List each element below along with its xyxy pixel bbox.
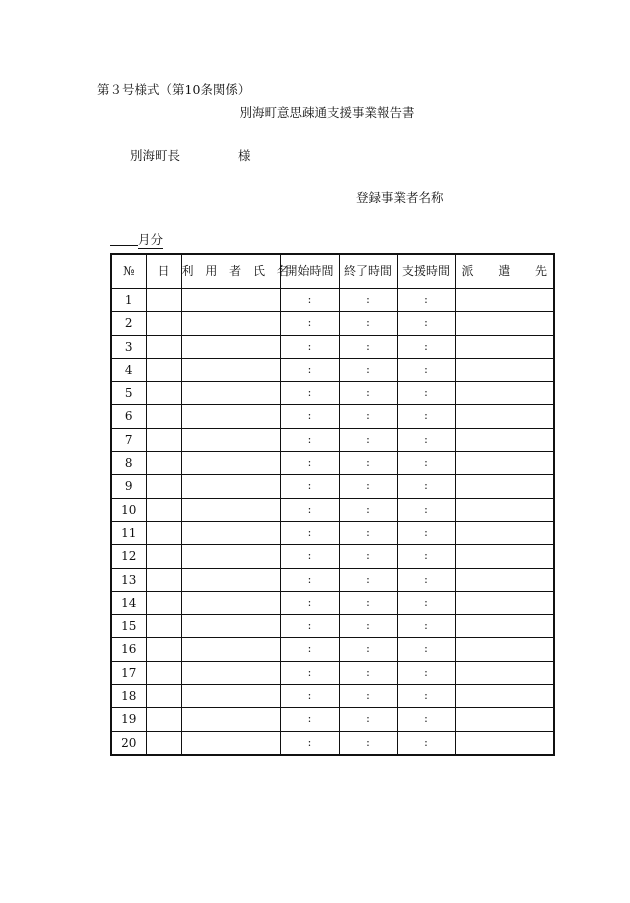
cell-support-time[interactable]: : — [397, 335, 455, 358]
cell-start-time[interactable]: : — [280, 498, 339, 521]
cell-day[interactable] — [146, 731, 181, 755]
cell-support-time[interactable]: : — [397, 615, 455, 638]
cell-support-time[interactable]: : — [397, 405, 455, 428]
cell-destination[interactable] — [455, 661, 554, 684]
cell-destination[interactable] — [455, 428, 554, 451]
cell-user-name[interactable] — [181, 335, 280, 358]
cell-no: 11 — [111, 521, 146, 544]
cell-support-time[interactable]: : — [397, 568, 455, 591]
cell-no: 20 — [111, 731, 146, 755]
cell-destination[interactable] — [455, 498, 554, 521]
table-row — [111, 358, 554, 381]
cell-end-time[interactable]: : — [339, 382, 397, 405]
cell-user-name[interactable] — [181, 661, 280, 684]
cell-destination[interactable] — [455, 521, 554, 544]
col-header-user-name: 利 用 者 氏 名 — [181, 254, 280, 289]
cell-destination[interactable] — [455, 545, 554, 568]
cell-support-time[interactable]: : — [397, 358, 455, 381]
cell-start-time[interactable]: : — [280, 708, 339, 731]
col-header-support-time: 支援時間 — [397, 254, 455, 289]
cell-support-time[interactable]: : — [397, 475, 455, 498]
cell-start-time[interactable]: : — [280, 615, 339, 638]
cell-end-time[interactable]: : — [339, 475, 397, 498]
cell-support-time[interactable]: : — [397, 289, 455, 312]
cell-support-time[interactable]: : — [397, 545, 455, 568]
cell-end-time[interactable]: : — [339, 498, 397, 521]
cell-start-time[interactable]: : — [280, 521, 339, 544]
cell-no: 16 — [111, 638, 146, 661]
cell-end-time[interactable]: : — [339, 545, 397, 568]
table-row — [111, 545, 554, 568]
cell-no: 8 — [111, 452, 146, 475]
cell-support-time[interactable]: : — [397, 428, 455, 451]
cell-no: 14 — [111, 591, 146, 614]
cell-start-time[interactable]: : — [280, 661, 339, 684]
cell-start-time[interactable]: : — [280, 545, 339, 568]
cell-day[interactable] — [146, 382, 181, 405]
cell-start-time[interactable]: : — [280, 428, 339, 451]
cell-start-time[interactable]: : — [280, 475, 339, 498]
report-table — [110, 253, 555, 756]
cell-user-name[interactable] — [181, 289, 280, 312]
cell-user-name[interactable] — [181, 358, 280, 381]
cell-user-name[interactable] — [181, 545, 280, 568]
cell-no: 7 — [111, 428, 146, 451]
cell-destination[interactable] — [455, 289, 554, 312]
addressee: 別海町長 — [130, 148, 181, 163]
cell-support-time[interactable]: : — [397, 685, 455, 708]
cell-destination[interactable] — [455, 591, 554, 614]
table-row — [111, 638, 554, 661]
document-title: 別海町意思疎通支援事業報告書 — [239, 105, 415, 120]
cell-no: 13 — [111, 568, 146, 591]
cell-end-time[interactable]: : — [339, 615, 397, 638]
cell-start-time[interactable]: : — [280, 568, 339, 591]
cell-end-time[interactable]: : — [339, 731, 397, 755]
cell-day[interactable] — [146, 521, 181, 544]
cell-user-name[interactable] — [181, 521, 280, 544]
cell-destination[interactable] — [455, 708, 554, 731]
month-line — [110, 230, 163, 248]
cell-day[interactable] — [146, 685, 181, 708]
cell-day[interactable] — [146, 568, 181, 591]
cell-user-name[interactable] — [181, 428, 280, 451]
cell-day[interactable] — [146, 475, 181, 498]
cell-no: 3 — [111, 335, 146, 358]
cell-end-time[interactable]: : — [339, 405, 397, 428]
table-row — [111, 382, 554, 405]
cell-destination[interactable] — [455, 312, 554, 335]
cell-end-time[interactable]: : — [339, 312, 397, 335]
cell-no: 19 — [111, 708, 146, 731]
cell-day[interactable] — [146, 661, 181, 684]
cell-day[interactable] — [146, 708, 181, 731]
cell-user-name[interactable] — [181, 708, 280, 731]
cell-support-time[interactable]: : — [397, 521, 455, 544]
month-blank[interactable] — [110, 231, 138, 246]
table-row — [111, 452, 554, 475]
table-header-row — [111, 254, 554, 289]
col-header-end-time: 終了時間 — [339, 254, 397, 289]
table-row — [111, 521, 554, 544]
cell-end-time[interactable]: : — [339, 428, 397, 451]
cell-user-name[interactable] — [181, 475, 280, 498]
cell-day[interactable] — [146, 498, 181, 521]
cell-support-time[interactable]: : — [397, 591, 455, 614]
cell-end-time[interactable]: : — [339, 521, 397, 544]
cell-no: 2 — [111, 312, 146, 335]
cell-no: 17 — [111, 661, 146, 684]
cell-day[interactable] — [146, 545, 181, 568]
cell-no: 9 — [111, 475, 146, 498]
cell-support-time[interactable]: : — [397, 312, 455, 335]
cell-end-time[interactable]: : — [339, 289, 397, 312]
table-row — [111, 498, 554, 521]
cell-support-time[interactable]: : — [397, 382, 455, 405]
cell-no: 4 — [111, 358, 146, 381]
cell-end-time[interactable]: : — [339, 358, 397, 381]
cell-user-name[interactable] — [181, 382, 280, 405]
cell-user-name[interactable] — [181, 591, 280, 614]
cell-start-time[interactable]: : — [280, 358, 339, 381]
cell-day[interactable] — [146, 335, 181, 358]
cell-support-time[interactable]: : — [397, 731, 455, 755]
cell-support-time[interactable]: : — [397, 452, 455, 475]
cell-end-time[interactable]: : — [339, 335, 397, 358]
cell-user-name[interactable] — [181, 312, 280, 335]
cell-destination[interactable] — [455, 405, 554, 428]
cell-user-name[interactable] — [181, 685, 280, 708]
table-row — [111, 312, 554, 335]
cell-destination[interactable] — [455, 358, 554, 381]
business-name-label: 登録事業者名称 — [356, 190, 444, 205]
cell-start-time[interactable]: : — [280, 382, 339, 405]
cell-start-time[interactable]: : — [280, 591, 339, 614]
cell-day[interactable] — [146, 615, 181, 638]
cell-destination[interactable] — [455, 731, 554, 755]
col-header-destination: 派 遣 先 — [455, 254, 554, 289]
table-row — [111, 615, 554, 638]
honorific: 様 — [238, 148, 251, 163]
cell-no: 12 — [111, 545, 146, 568]
cell-end-time[interactable]: : — [339, 452, 397, 475]
cell-user-name[interactable] — [181, 731, 280, 755]
cell-start-time[interactable]: : — [280, 289, 339, 312]
cell-destination[interactable] — [455, 615, 554, 638]
cell-end-time[interactable]: : — [339, 568, 397, 591]
cell-day[interactable] — [146, 289, 181, 312]
month-suffix: 月分 — [138, 232, 164, 247]
cell-destination[interactable] — [455, 452, 554, 475]
table-row — [111, 289, 554, 312]
cell-day[interactable] — [146, 591, 181, 614]
cell-day[interactable] — [146, 358, 181, 381]
cell-day[interactable] — [146, 405, 181, 428]
cell-start-time[interactable]: : — [280, 685, 339, 708]
cell-day[interactable] — [146, 312, 181, 335]
table-row — [111, 591, 554, 614]
cell-support-time[interactable]: : — [397, 498, 455, 521]
cell-start-time[interactable]: : — [280, 731, 339, 755]
cell-end-time[interactable]: : — [339, 638, 397, 661]
col-header-day: 日 — [146, 254, 181, 289]
cell-no: 5 — [111, 382, 146, 405]
form-label: 第３号様式（第10条関係） — [97, 82, 251, 97]
cell-no: 1 — [111, 289, 146, 312]
cell-start-time[interactable]: : — [280, 405, 339, 428]
cell-end-time[interactable]: : — [339, 661, 397, 684]
cell-start-time[interactable]: : — [280, 335, 339, 358]
cell-destination[interactable] — [455, 382, 554, 405]
cell-destination[interactable] — [455, 638, 554, 661]
cell-end-time[interactable]: : — [339, 685, 397, 708]
cell-user-name[interactable] — [181, 638, 280, 661]
cell-user-name[interactable] — [181, 405, 280, 428]
cell-start-time[interactable]: : — [280, 452, 339, 475]
cell-day[interactable] — [146, 428, 181, 451]
cell-user-name[interactable] — [181, 568, 280, 591]
cell-destination[interactable] — [455, 475, 554, 498]
cell-destination[interactable] — [455, 568, 554, 591]
cell-user-name[interactable] — [181, 615, 280, 638]
cell-destination[interactable] — [455, 685, 554, 708]
cell-support-time[interactable]: : — [397, 638, 455, 661]
table-row — [111, 405, 554, 428]
cell-no: 15 — [111, 615, 146, 638]
cell-user-name[interactable] — [181, 498, 280, 521]
cell-support-time[interactable]: : — [397, 708, 455, 731]
cell-support-time[interactable]: : — [397, 661, 455, 684]
table-row — [111, 661, 554, 684]
table-row — [111, 475, 554, 498]
cell-no: 18 — [111, 685, 146, 708]
cell-user-name[interactable] — [181, 452, 280, 475]
cell-day[interactable] — [146, 452, 181, 475]
cell-day[interactable] — [146, 638, 181, 661]
cell-start-time[interactable]: : — [280, 312, 339, 335]
table-row — [111, 568, 554, 591]
cell-no: 6 — [111, 405, 146, 428]
table-row — [111, 685, 554, 708]
cell-end-time[interactable]: : — [339, 708, 397, 731]
col-header-no: № — [111, 254, 146, 289]
table-row — [111, 335, 554, 358]
cell-destination[interactable] — [455, 335, 554, 358]
cell-start-time[interactable]: : — [280, 638, 339, 661]
table-row — [111, 428, 554, 451]
cell-end-time[interactable]: : — [339, 591, 397, 614]
table-row — [111, 708, 554, 731]
col-header-start-time: 開始時間 — [280, 254, 339, 289]
cell-no: 10 — [111, 498, 146, 521]
table-row — [111, 731, 554, 755]
